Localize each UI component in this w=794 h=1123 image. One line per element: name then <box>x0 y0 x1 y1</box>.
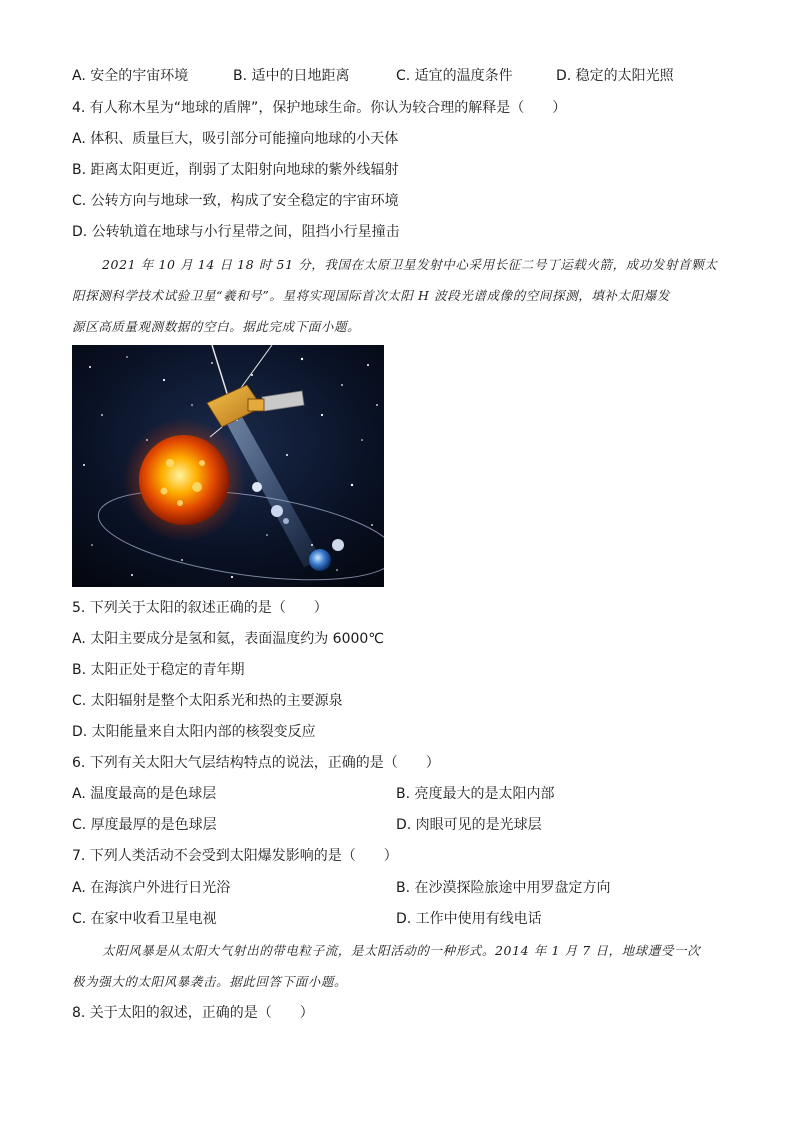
q5-option-c: C. 太阳辐射是整个太阳系光和热的主要源泉 <box>72 693 343 709</box>
q5-stem: 5. 下列关于太阳的叙述正确的是（ ） <box>72 600 328 616</box>
q3-option-d: D. 稳定的太阳光照 <box>556 68 674 84</box>
passage1-line2: 阳探测科学技术试验卫星“羲和号”。星将实现国际首次太阳 H 波段光谱成像的空间探测，填补太阳爆发 <box>72 288 670 303</box>
q3-option-c: C. 适宜的温度条件 <box>396 68 513 84</box>
q3-option-a: A. 安全的宇宙环境 <box>72 68 189 84</box>
q5-option-d: D. 太阳能量来自太阳内部的核裂变反应 <box>72 724 316 740</box>
q7-option-d: D. 工作中使用有线电话 <box>396 911 542 927</box>
q7-stem: 7. 下列人类活动不会受到太阳爆发影响的是（ ） <box>72 848 398 864</box>
q6-stem: 6. 下列有关太阳大气层结构特点的说法，正确的是（ ） <box>72 755 440 771</box>
q7-option-a: A. 在海滨户外进行日光浴 <box>72 880 231 896</box>
q5-option-a: A. 太阳主要成分是氢和氦，表面温度约为 6000℃ <box>72 631 385 647</box>
q4-option-a: A. 体积、质量巨大，吸引部分可能撞向地球的小天体 <box>72 131 399 147</box>
q4-option-d: D. 公转轨道在地球与小行星带之间，阻挡小行星撞击 <box>72 224 400 240</box>
q7-option-c: C. 在家中收看卫星电视 <box>72 911 217 927</box>
q5-option-b: B. 太阳正处于稳定的青年期 <box>72 662 245 678</box>
passage2-line1: 太阳风暴是从太阳大气射出的带电粒子流，是太阳活动的一种形式。2014 年 1 月 7 日，地球遭受一次 <box>102 943 701 958</box>
q4-option-c: C. 公转方向与地球一致，构成了安全稳定的宇宙环境 <box>72 193 399 209</box>
q6-option-b: B. 亮度最大的是太阳内部 <box>396 786 555 802</box>
q8-stem: 8. 关于太阳的叙述，正确的是（ ） <box>72 1005 314 1021</box>
q3-option-b: B. 适中的日地距离 <box>233 68 350 84</box>
q4-stem: 4. 有人称木星为“地球的盾牌”，保护地球生命。你认为较合理的解释是（ ） <box>72 100 567 116</box>
passage2-line2: 极为强大的太阳风暴袭击。据此回答下面小题。 <box>72 974 348 989</box>
passage1-line3: 源区高质量观测数据的空白。据此完成下面小题。 <box>72 319 361 334</box>
q6-option-d: D. 肉眼可见的是光球层 <box>396 817 542 833</box>
satellite-sun-illustration <box>72 345 384 587</box>
passage1-line1: 2021 年 10 月 14 日 18 时 51 分，我国在太原卫星发射中心采用长征二号丁运载火箭，成功发射首颗太 <box>102 257 718 272</box>
q6-option-a: A. 温度最高的是色球层 <box>72 786 217 802</box>
q4-option-b: B. 距离太阳更近，削弱了太阳射向地球的紫外线辐射 <box>72 162 399 178</box>
q6-option-c: C. 厚度最厚的是色球层 <box>72 817 217 833</box>
q7-option-b: B. 在沙漠探险旅途中用罗盘定方向 <box>396 880 611 896</box>
